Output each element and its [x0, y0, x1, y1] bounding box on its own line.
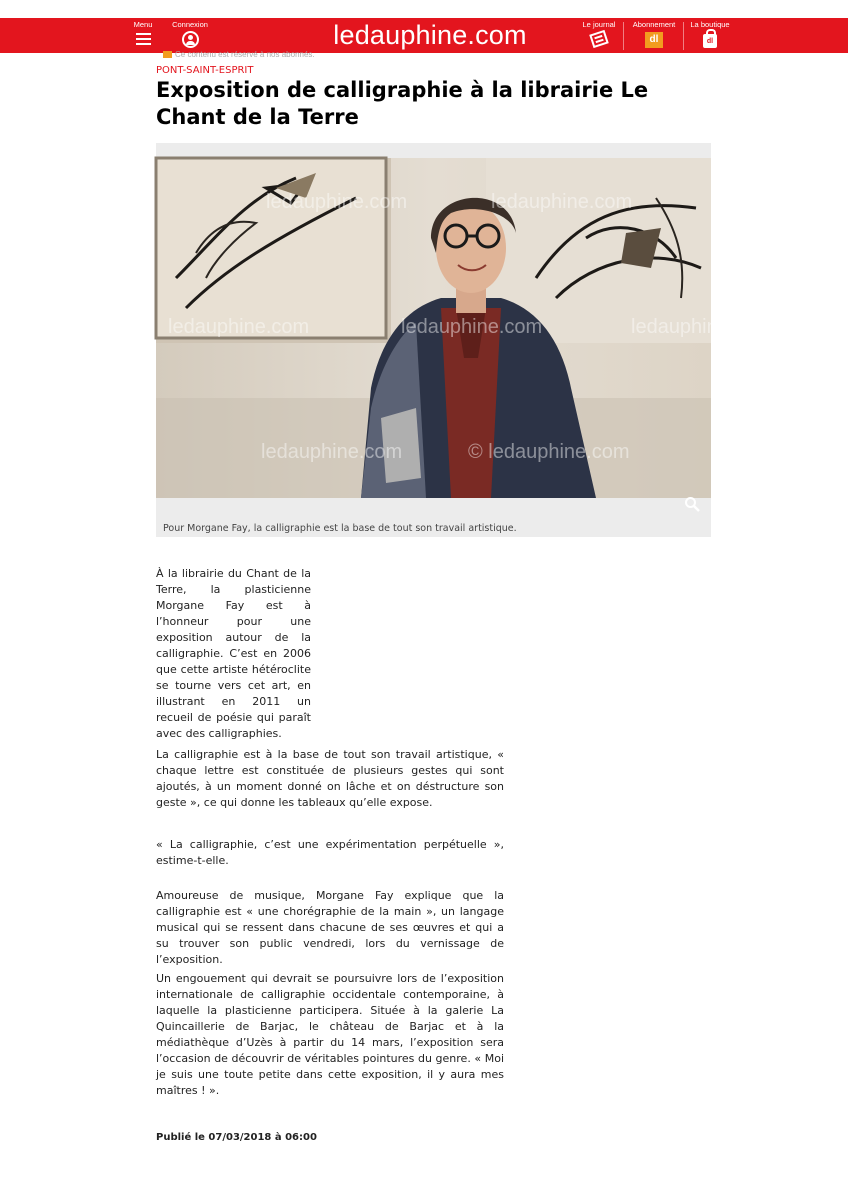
- journal-button[interactable]: [578, 18, 620, 46]
- photo-watermark: ledauphine.com: [168, 316, 310, 338]
- abonnement-button[interactable]: [627, 18, 681, 48]
- article-paragraph: La calligraphie est à la base de tout son travail artistique, « chaque lettre est constituée de plusieurs gestes qui sont ajoutés, à un moment donné on lâche et on déstructure son geste », ce qui donne les tableaux qu’elle expose.: [156, 748, 504, 809]
- article-paragraph: Amoureuse de musique, Morgane Fay explique que la calligraphie est « une chorégraphie de la main », un langage musical qui se ressent dans chacune de ses œuvres et qui a su trouver son public vendredi, lors du vernissage de l’exposition.: [156, 889, 504, 966]
- hamburger-icon: [136, 33, 151, 45]
- site-logo[interactable]: ledauphine.com: [333, 20, 527, 50]
- published-date: Publié le 07/03/2018 à 06:00: [156, 1132, 317, 1143]
- article-paragraph: Un engouement qui devrait se poursuivre lors de l’exposition internationale de calligraphie occidentale contemporaine, à laquelle la plasticienne participera. Située à la galerie La Quincaillerie de Barjac, le château de Barjac et à la médiathèque d’Uzès à partir du 14 mars, l’exposition sera l’occasion de découvrir de véritables pointures du genre. « Moi je suis une toute petite dans cette exposition, il y aura mes maîtres ! ».: [156, 972, 504, 1097]
- photo-watermark: ledauphine.com: [261, 441, 403, 463]
- top-navigation-bar: [0, 18, 848, 53]
- menu-button[interactable]: [131, 18, 155, 48]
- shopping-bag-icon: dl: [703, 34, 717, 48]
- article-paragraph: « La calligraphie, c’est une expérimentation perpétuelle », estime-t-elle.: [156, 838, 504, 867]
- article-title: Exposition de calligraphie à la librairie Le Chant de la Terre: [156, 78, 649, 129]
- subscriber-note: [163, 50, 315, 59]
- article-kicker[interactable]: PONT-SAINT-ESPRIT: [156, 65, 254, 76]
- journal-label: Le journal: [582, 20, 616, 29]
- zoom-icon[interactable]: [684, 496, 700, 512]
- photo-watermark: ledauphine.com: [266, 191, 408, 213]
- newspaper-icon: [589, 30, 609, 48]
- header-divider: [683, 22, 684, 50]
- connexion-label: Connexion: [172, 20, 208, 29]
- connexion-button[interactable]: [168, 18, 212, 48]
- abonnement-label: Abonnement: [632, 20, 676, 29]
- subscriber-icon: [163, 51, 172, 58]
- photo-watermark-copyright: © ledauphine.com: [468, 441, 630, 463]
- photo-caption: Pour Morgane Fay, la calligraphie est la base de tout son travail artistique.: [163, 523, 517, 534]
- article-photo-block: [156, 143, 773, 537]
- menu-label: Menu: [133, 20, 153, 29]
- boutique-button[interactable]: [686, 18, 734, 48]
- user-icon: [182, 31, 199, 48]
- photo-watermark: ledauphine.com: [631, 316, 773, 338]
- article-photo[interactable]: [156, 158, 773, 498]
- subscriber-note-text: Ce contenu est réservé à nos abonnés.: [175, 50, 315, 59]
- header-divider: [623, 22, 624, 50]
- photo-watermark: ledauphine.com: [401, 316, 543, 338]
- photo-illustration: [156, 158, 773, 498]
- dl-subscription-icon: dl: [645, 32, 663, 48]
- boutique-label: La boutique: [690, 20, 730, 29]
- article-paragraph: À la librairie du Chant de la Terre, la plasticienne Morgane Fay est à l’honneur pour une exposition autour de la calligraphie. C’est en 2006 que cette artiste hétéroclite se tourne vers cet art, en illustrant en 2011 un recueil de poésie qui paraît avec des calligraphies.: [156, 567, 311, 740]
- photo-watermark: ledauphine.com: [491, 191, 633, 213]
